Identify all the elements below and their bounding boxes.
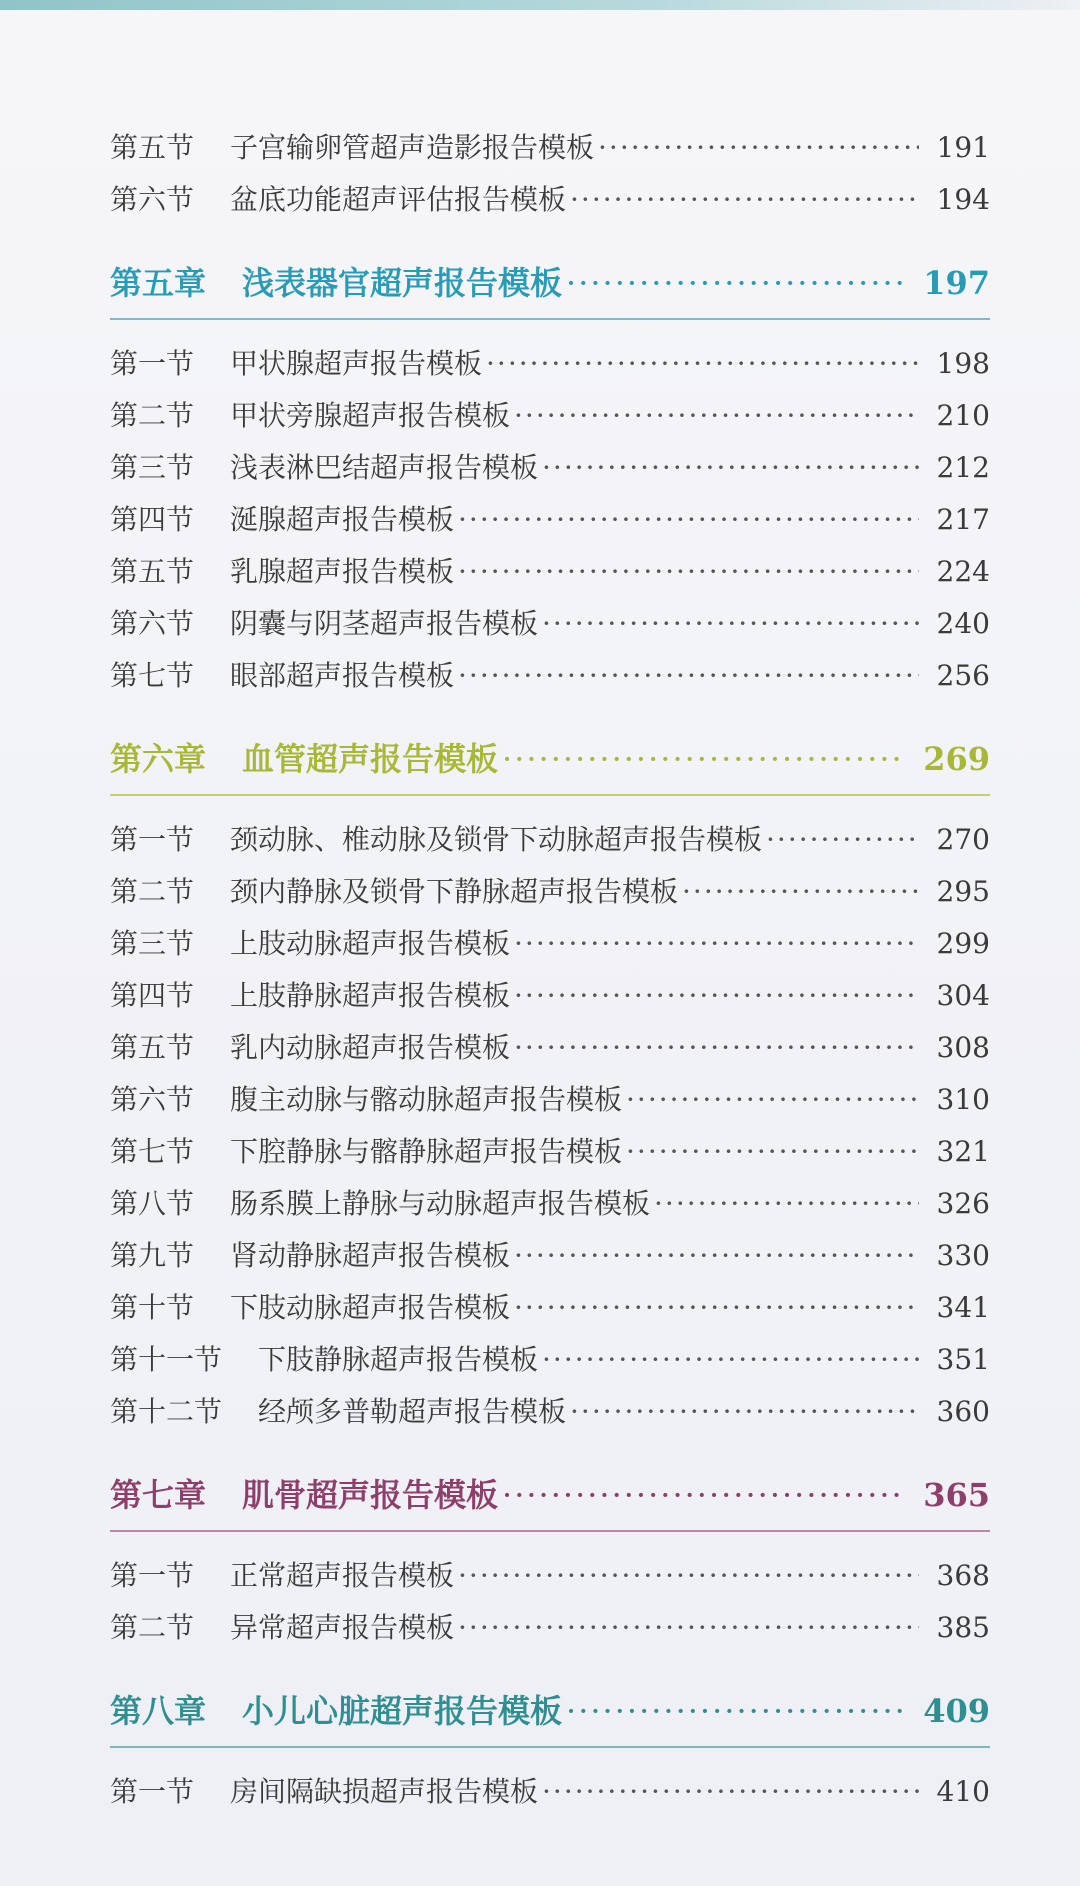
toc-section-row[interactable]: [110, 1178, 990, 1230]
section-title: 房间隔缺损超声报告模板: [230, 1775, 539, 1808]
section-page-number: 224: [936, 555, 990, 588]
toc-section-row[interactable]: [110, 390, 990, 442]
dot-leader: [654, 1178, 919, 1230]
toc-section-row[interactable]: [110, 122, 990, 174]
section-number: 第十一节: [110, 1343, 223, 1376]
section-number: 第二节: [110, 1611, 195, 1644]
toc-section-row[interactable]: [110, 1126, 990, 1178]
section-page-number: 210: [936, 399, 990, 432]
chapter-heading[interactable]: [110, 728, 990, 790]
dot-leader: [542, 1334, 919, 1386]
toc-section-row[interactable]: [110, 1022, 990, 1074]
section-number: 第十节: [110, 1291, 195, 1324]
section-number: 第一节: [110, 1559, 195, 1592]
section-number: 第五节: [110, 131, 195, 164]
chapter-divider: [110, 1746, 990, 1748]
section-number: 第七节: [110, 659, 195, 692]
chapter-block-8: [110, 1680, 990, 1818]
chapter-block-6: [110, 728, 990, 1438]
dot-leader: [566, 1680, 905, 1742]
dot-leader: [766, 814, 919, 866]
section-title: 肠系膜上静脉与动脉超声报告模板: [230, 1187, 651, 1220]
toc-section-row[interactable]: [110, 1230, 990, 1282]
section-title: 子宫输卵管超声造影报告模板: [230, 131, 595, 164]
section-number: 第二节: [110, 399, 195, 432]
dot-leader: [502, 728, 905, 790]
dot-leader: [542, 598, 919, 650]
chapter-page-number: 197: [923, 264, 990, 302]
section-title: 颈内静脉及锁骨下静脉超声报告模板: [230, 875, 679, 908]
toc-section-row[interactable]: [110, 1334, 990, 1386]
section-page-number: 198: [936, 347, 990, 380]
section-page-number: 326: [936, 1187, 990, 1220]
table-of-contents: [110, 122, 990, 1818]
section-title: 颈动脉、椎动脉及锁骨下动脉超声报告模板: [230, 823, 763, 856]
section-title: 肾动静脉超声报告模板: [230, 1239, 511, 1272]
section-number: 第八节: [110, 1187, 195, 1220]
dot-leader: [514, 970, 919, 1022]
dot-leader: [514, 1230, 919, 1282]
toc-section-row[interactable]: [110, 338, 990, 390]
section-page-number: 360: [936, 1395, 990, 1428]
section-number: 第四节: [110, 503, 195, 536]
top-accent-bar: [0, 0, 1080, 10]
section-page-number: 330: [936, 1239, 990, 1272]
dot-leader: [682, 866, 919, 918]
toc-section-row[interactable]: [110, 1602, 990, 1654]
toc-section-row[interactable]: [110, 1550, 990, 1602]
chapter-title: 血管超声报告模板: [242, 740, 499, 778]
dot-leader: [542, 442, 919, 494]
section-title: 经颅多普勒超声报告模板: [258, 1395, 567, 1428]
chapter-divider: [110, 1530, 990, 1532]
dot-leader: [570, 1386, 919, 1438]
section-page-number: 194: [936, 183, 990, 216]
chapter-page-number: 409: [923, 1692, 990, 1730]
section-page-number: 191: [936, 131, 990, 164]
section-title: 上肢静脉超声报告模板: [230, 979, 511, 1012]
chapter-title: 浅表器官超声报告模板: [242, 264, 563, 302]
dot-leader: [458, 650, 919, 702]
dot-leader: [570, 174, 919, 226]
dot-leader: [458, 1602, 919, 1654]
section-title: 下肢动脉超声报告模板: [230, 1291, 511, 1324]
dot-leader: [458, 1550, 919, 1602]
section-page-number: 304: [936, 979, 990, 1012]
chapter-heading[interactable]: [110, 252, 990, 314]
chapter-heading[interactable]: [110, 1464, 990, 1526]
toc-section-row[interactable]: [110, 442, 990, 494]
chapter-title: 小儿心脏超声报告模板: [242, 1692, 563, 1730]
toc-section-row[interactable]: [110, 174, 990, 226]
section-number: 第六节: [110, 1083, 195, 1116]
section-number: 第二节: [110, 875, 195, 908]
toc-section-row[interactable]: [110, 1282, 990, 1334]
section-title: 甲状旁腺超声报告模板: [230, 399, 511, 432]
section-page-number: 351: [936, 1343, 990, 1376]
section-number: 第六节: [110, 607, 195, 640]
chapter-title: 肌骨超声报告模板: [242, 1476, 499, 1514]
section-title: 盆底功能超声评估报告模板: [230, 183, 567, 216]
dot-leader: [514, 390, 919, 442]
section-title: 腹主动脉与髂动脉超声报告模板: [230, 1083, 623, 1116]
section-title: 乳内动脉超声报告模板: [230, 1031, 511, 1064]
section-title: 下腔静脉与髂静脉超声报告模板: [230, 1135, 623, 1168]
dot-leader: [514, 1282, 919, 1334]
section-page-number: 368: [936, 1559, 990, 1592]
toc-section-row[interactable]: [110, 970, 990, 1022]
section-number: 第九节: [110, 1239, 195, 1272]
section-number: 第一节: [110, 1775, 195, 1808]
toc-section-row[interactable]: [110, 814, 990, 866]
dot-leader: [514, 918, 919, 970]
section-number: 第七节: [110, 1135, 195, 1168]
section-page-number: 256: [936, 659, 990, 692]
section-page-number: 308: [936, 1031, 990, 1064]
chapter-page-number: 269: [923, 740, 990, 778]
section-title: 浅表淋巴结超声报告模板: [230, 451, 539, 484]
section-page-number: 341: [936, 1291, 990, 1324]
dot-leader: [458, 546, 919, 598]
dot-leader: [626, 1126, 919, 1178]
toc-section-row[interactable]: [110, 1766, 990, 1818]
chapter-page-number: 365: [923, 1476, 990, 1514]
chapter-heading[interactable]: [110, 1680, 990, 1742]
section-page-number: 321: [936, 1135, 990, 1168]
chapter-divider: [110, 794, 990, 796]
toc-section-row[interactable]: [110, 546, 990, 598]
section-title: 下肢静脉超声报告模板: [258, 1343, 539, 1376]
section-number: 第四节: [110, 979, 195, 1012]
dot-leader: [514, 1022, 919, 1074]
dot-leader: [502, 1464, 905, 1526]
section-page-number: 310: [936, 1083, 990, 1116]
section-number: 第五节: [110, 555, 195, 588]
dot-leader: [542, 1766, 919, 1818]
section-number: 第三节: [110, 927, 195, 960]
section-number: 第十二节: [110, 1395, 223, 1428]
section-page-number: 299: [936, 927, 990, 960]
section-title: 阴囊与阴茎超声报告模板: [230, 607, 539, 640]
toc-section-row[interactable]: [110, 1386, 990, 1438]
toc-section-row[interactable]: [110, 918, 990, 970]
section-title: 眼部超声报告模板: [230, 659, 455, 692]
section-page-number: 240: [936, 607, 990, 640]
section-title: 甲状腺超声报告模板: [230, 347, 483, 380]
chapter-block-7: [110, 1464, 990, 1654]
section-title: 涎腺超声报告模板: [230, 503, 455, 536]
dot-leader: [486, 338, 919, 390]
section-number: 第五节: [110, 1031, 195, 1064]
chapter-number: 第五章: [110, 264, 207, 302]
dot-leader: [566, 252, 905, 314]
chapter-number: 第六章: [110, 740, 207, 778]
section-page-number: 212: [936, 451, 990, 484]
toc-section-row[interactable]: [110, 598, 990, 650]
section-page-number: 295: [936, 875, 990, 908]
section-title: 上肢动脉超声报告模板: [230, 927, 511, 960]
section-number: 第六节: [110, 183, 195, 216]
toc-section-row[interactable]: [110, 1074, 990, 1126]
chapter-block-5: [110, 252, 990, 702]
chapter-number: 第七章: [110, 1476, 207, 1514]
section-number: 第一节: [110, 347, 195, 380]
section-number: 第三节: [110, 451, 195, 484]
dot-leader: [598, 122, 919, 174]
section-title: 异常超声报告模板: [230, 1611, 455, 1644]
toc-section-row[interactable]: [110, 650, 990, 702]
chapter-number: 第八章: [110, 1692, 207, 1730]
chapter-divider: [110, 318, 990, 320]
section-page-number: 385: [936, 1611, 990, 1644]
toc-section-row[interactable]: [110, 494, 990, 546]
section-number: 第一节: [110, 823, 195, 856]
section-title: 正常超声报告模板: [230, 1559, 455, 1592]
section-page-number: 410: [936, 1775, 990, 1808]
dot-leader: [458, 494, 919, 546]
toc-section-row[interactable]: [110, 866, 990, 918]
section-page-number: 217: [936, 503, 990, 536]
section-page-number: 270: [936, 823, 990, 856]
dot-leader: [626, 1074, 919, 1126]
section-title: 乳腺超声报告模板: [230, 555, 455, 588]
